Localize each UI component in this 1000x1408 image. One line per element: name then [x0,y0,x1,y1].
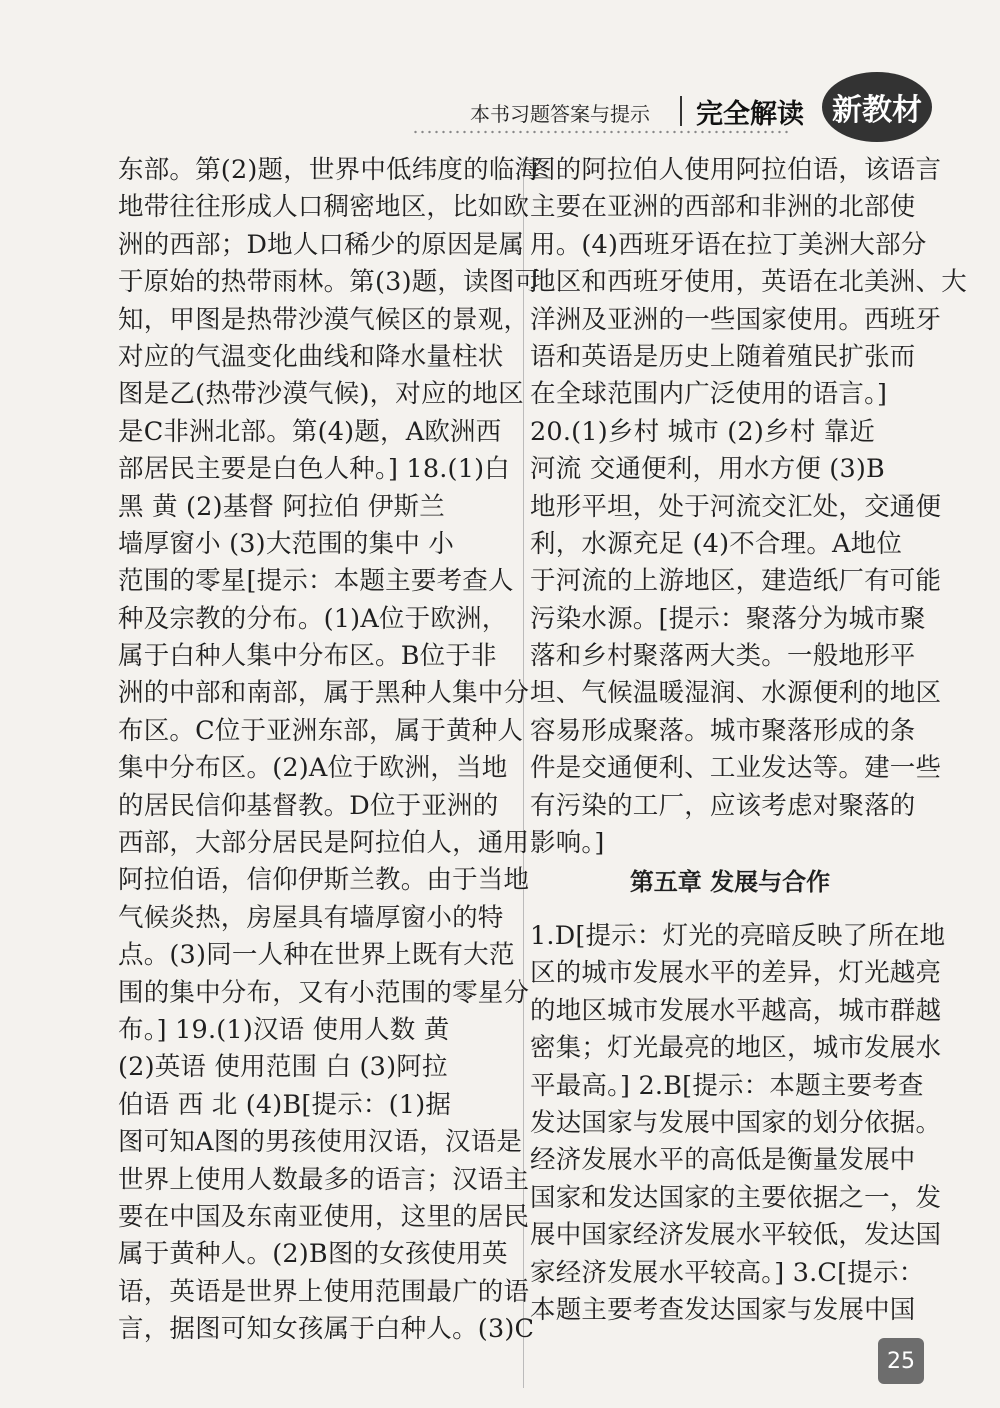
text-line: 地带往往形成人口稠密地区，比如欧 [118,192,530,223]
text-line: 点。(3)同一人种在世界上既有大范 [118,940,515,971]
right-column-top [530,152,967,862]
brand-badge: 新教材 [822,72,932,142]
text-line: 图可知A图的男孩使用汉语，汉语是 [118,1127,523,1158]
text-line: 发达国家与发展中国家的划分依据。 [530,1107,942,1138]
text-line: 范围的零星[提示：本题主要考查人 [118,566,514,597]
left-column [118,152,541,1349]
text-line: 坦、气候温暖湿润、水源便利的地区 [530,678,942,709]
text-line: 布区。C位于亚洲东部，属于黄种人 [118,715,524,746]
text-line: 对应的气温变化曲线和降水量柱状 [118,341,504,372]
dotted-rule [412,130,792,134]
text-line: 阿拉伯语，信仰伊斯兰教。由于当地 [118,865,530,896]
text-line: 语和英语是历史上随着殖民扩张而 [530,341,916,372]
header-text: 本书习题答案与提示 [470,102,650,126]
text-line: 在全球范围内广泛使用的语言。] [530,379,888,410]
text-line: 于河流的上游地区，建造纸厂有可能 [530,566,942,597]
text-line: 污染水源。[提示：聚落分为城市聚 [530,603,926,634]
text-line: 东部。第(2)题，世界中低纬度的临海 [118,155,541,185]
text-line: 影响。] [530,828,605,859]
text-line: 布。] 19.(1)汉语 使用人数 黄 [118,1014,450,1045]
text-line: 洲的西部；D地人口稀少的原因是属 [118,229,525,260]
text-line: 本题主要考查发达国家与发展中国 [530,1294,916,1325]
header-title: 完全解读 [696,99,804,130]
text-line: 国家和发达国家的主要依据之一，发 [530,1182,942,1213]
text-line: 气候炎热，房屋具有墙厚窗小的特 [118,902,504,933]
text-line: 世界上使用人数最多的语言；汉语主 [118,1164,530,1195]
text-line: 家经济发展水平较高。] 3.C[提示： [530,1257,925,1288]
text-line: (2)英语 使用范围 白 (3)阿拉 [118,1052,448,1083]
text-line: 是C非洲北部。第(4)题，A欧洲西 [118,416,502,447]
text-line: 河流 交通便利，用水方便 (3)B [530,454,885,485]
text-line: 落和乡村聚落两大类。一般地形平 [530,641,916,672]
text-line: 黑 黄 (2)基督 阿拉伯 伊斯兰 [118,491,445,522]
text-line: 展中国家经济发展水平较低，发达国 [530,1220,942,1251]
page-number: 25 [878,1338,924,1384]
text-line: 容易形成聚落。城市聚落形成的条 [530,715,916,746]
text-line: 洋洲及亚洲的一些国家使用。西班牙 [530,304,942,335]
text-line: 用。(4)西班牙语在拉丁美洲大部分 [530,229,927,260]
text-line: 集中分布区。(2)A位于欧洲，当地 [118,753,508,784]
text-line: 地形平坦，处于河流交汇处，交通便 [530,491,942,522]
text-line: 洲的中部和南部，属于黑种人集中分 [118,678,530,709]
text-line: 20.(1)乡村 城市 (2)乡村 靠近 [530,416,876,447]
text-line: 图是乙(热带沙漠气候)，对应的地区 [118,379,524,410]
text-line: 主要在亚洲的西部和非洲的北部使 [530,192,916,223]
text-line: 言，据图可知女孩属于白种人。(3)C [118,1314,535,1345]
text-line: 平最高。] 2.B[提示：本题主要考查 [530,1070,924,1101]
text-line: 伯语 西 北 (4)B[提示：(1)据 [118,1089,452,1120]
text-line: 知，甲图是热带沙漠气候区的景观， [118,304,530,335]
text-line: 种及宗教的分布。(1)A位于欧洲， [118,603,508,634]
text-line: 图的阿拉伯人使用阿拉伯语，该语言 [530,155,942,185]
text-line: 利，水源充足 (4)不合理。A地位 [530,528,903,559]
text-line: 区的城市发展水平的差异，灯光越亮 [530,958,942,989]
chapter-title: 第五章 发展与合作 [629,868,831,896]
text-line: 西部，大部分居民是阿拉伯人，通用 [118,828,530,859]
text-line: 的地区城市发展水平越高，城市群越 [530,995,942,1026]
text-line: 1.D[提示：灯光的亮暗反映了所在地 [530,921,946,951]
text-line: 密集；灯光最亮的地区，城市发展水 [530,1033,942,1064]
text-line: 经济发展水平的高低是衡量发展中 [530,1145,916,1176]
text-line: 地区和西班牙使用，英语在北美洲、大 [530,267,967,298]
text-line: 于原始的热带雨林。第(3)题，读图可 [118,267,541,298]
text-line: 有污染的工厂，应该考虑对聚落的 [530,790,916,821]
header-separator [680,96,682,126]
text-line: 墙厚窗小 (3)大范围的集中 小 [118,528,455,559]
text-line: 语，英语是世界上使用范围最广的语 [118,1276,530,1307]
text-line: 要在中国及东南亚使用，这里的居民 [118,1201,530,1232]
text-line: 件是交通便利、工业发达等。建一些 [530,753,942,784]
text-line: 属于白种人集中分布区。B位于非 [118,641,497,672]
right-column-bottom [530,918,946,1329]
text-line: 属于黄种人。(2)B图的女孩使用英 [118,1239,508,1270]
text-line: 围的集中分布，又有小范围的零星分 [118,977,530,1008]
text-line: 部居民主要是白色人种。] 18.(1)白 [118,454,510,485]
text-line: 的居民信仰基督教。D位于亚洲的 [118,790,499,821]
